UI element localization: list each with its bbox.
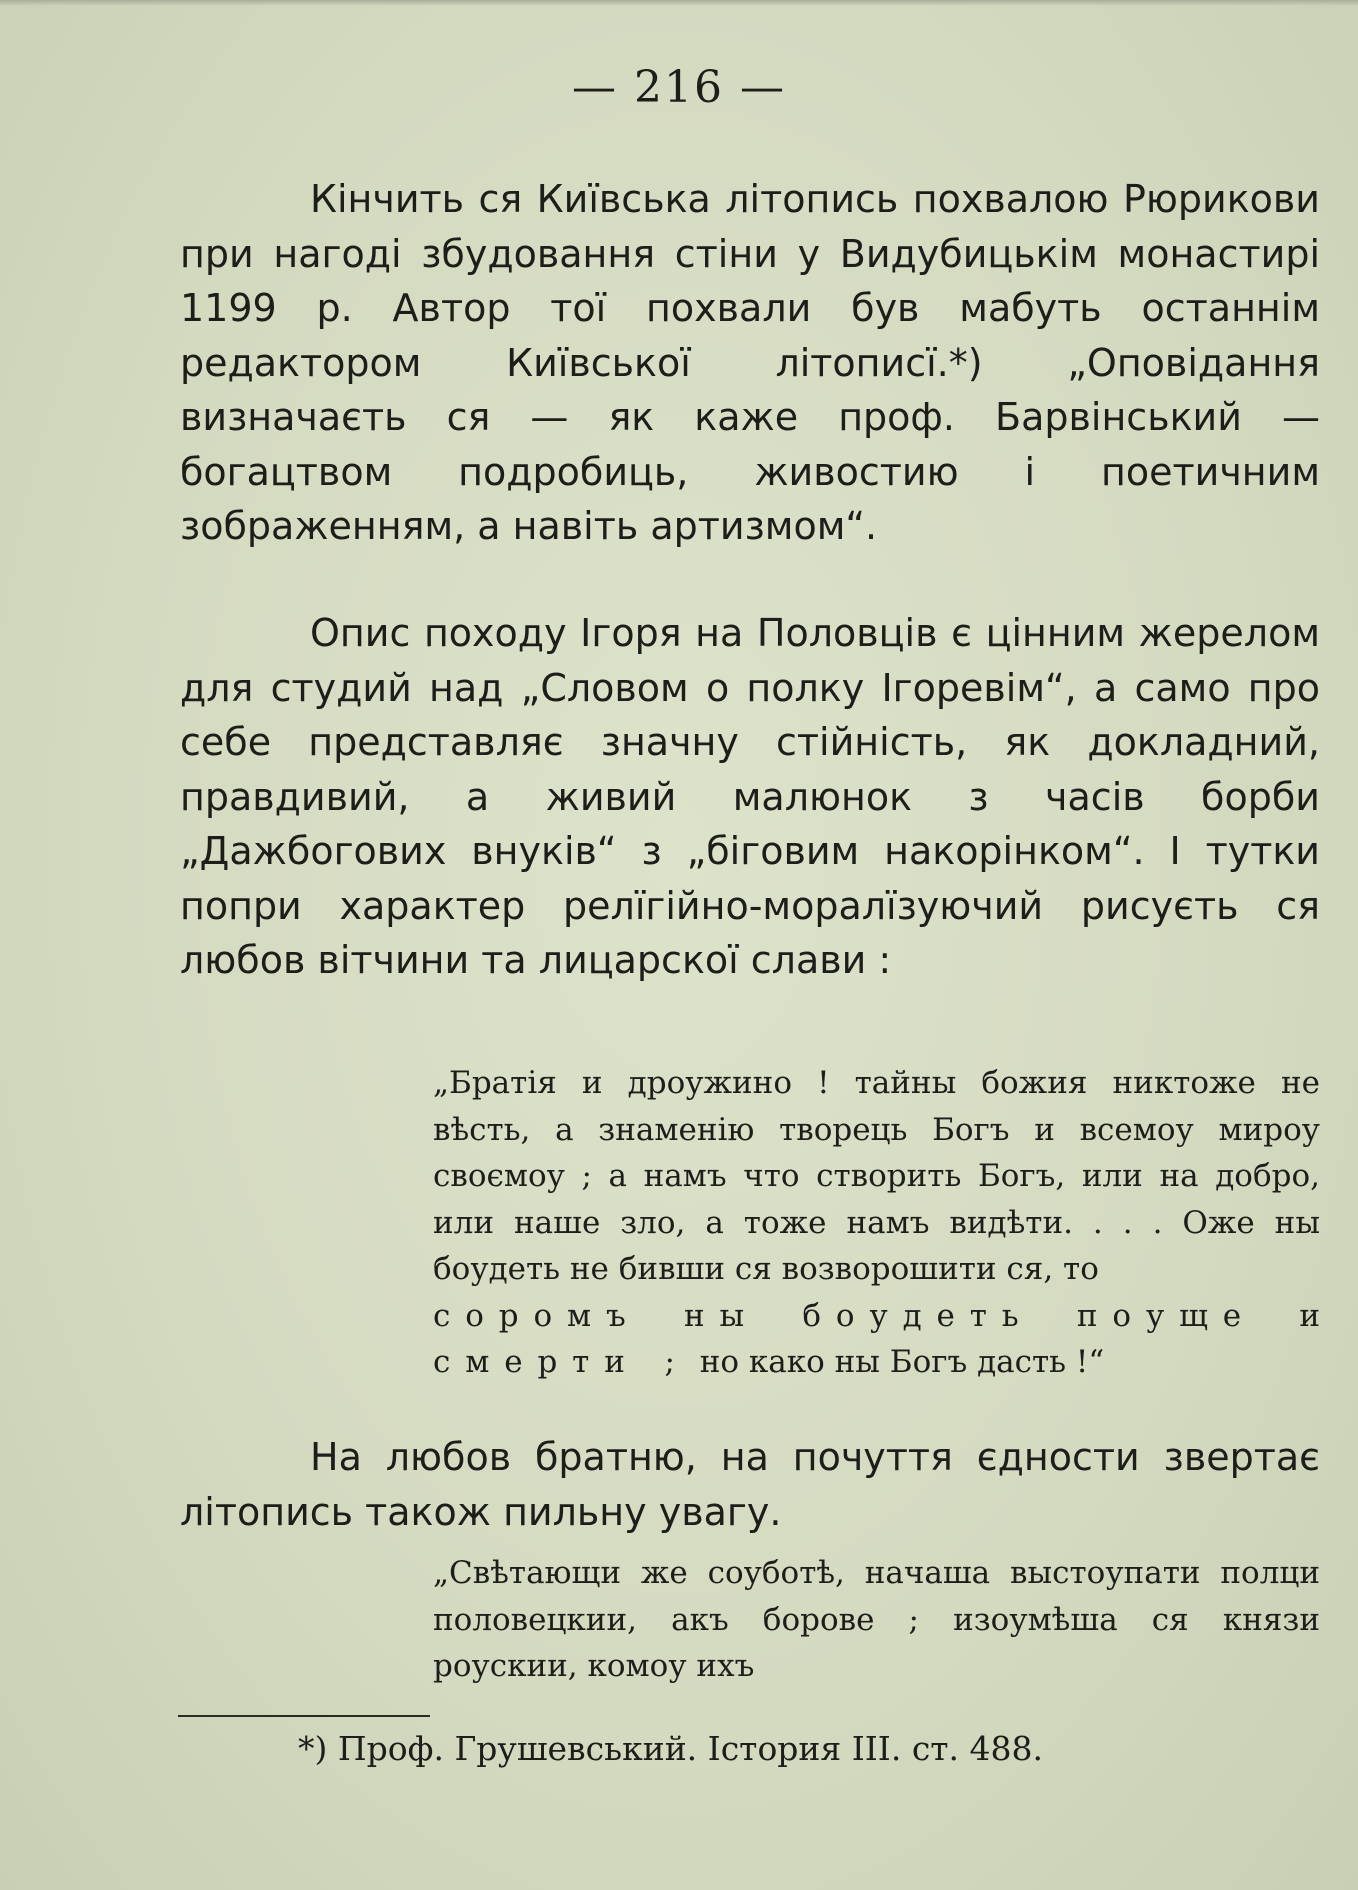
quote-main-text: „Братія и дроужино ! тайны божия никтоже не вѣсть, а знаменію творець Богъ и всемоу мироу своємоу ; а намъ что створить Богъ, или на добро, или наше зло, а тоже намъ видѣти. . . . Оже ны боудеть не бивши ся возворошити ся, то <box>433 1065 1320 1287</box>
page-top-edge <box>0 0 1358 6</box>
quote-saturday-dawn: „Свѣтающи же соуботѣ, начаша выстоупати полци половецкии, акъ борове ; изоумѣша ся князи роускии, комоу ихъ <box>433 1555 1320 1684</box>
paragraph-igor-campaign: Опис походу Ігоря на Половців є цінним жерелом для студий над „Словом о полку Ігоревім“, а само про себе представляє значну стійність, як докладний, правдивий, а живий малюнок з часів борби „Дажбогових внуків“ з „біговим накорінком“. І тутки попри характер релїгійно-моралїзуючий рисуєть ся любов вітчини та лицарскої слави : <box>180 611 1320 982</box>
paragraph-brotherly-love: На любов братню, на почуття єдности звертає літопись також пильну увагу. <box>180 1435 1320 1534</box>
quote-spaced-word: смерти ; <box>433 1344 690 1380</box>
footnote: *) Проф. Грушевський. Істория III. ст. 488. <box>298 1729 1044 1768</box>
paragraph-kyiv-chronicle: Кінчить ся Київська літопись похвалою Рюрикови при нагоді збудовання стіни у Видубицькім монастирі 1199 р. Автор тої похвали був мабуть останнім редактором Київської літописї.*) „Оповідання визначаєть ся — як каже проф. Барвінський — богацтвом подробиць, живостию і поетичним зображенням, а навіть артизмом“. <box>180 177 1320 548</box>
quote-brothers-speech <box>433 1060 1335 1386</box>
quote-end-text: но како ны Богъ дасть !“ <box>699 1344 1105 1380</box>
page-number: — 216 — <box>572 62 786 113</box>
quote-spaced-line: соромъ ны боудеть поуще и <box>433 1297 1335 1334</box>
footnote-separator <box>178 1715 430 1717</box>
